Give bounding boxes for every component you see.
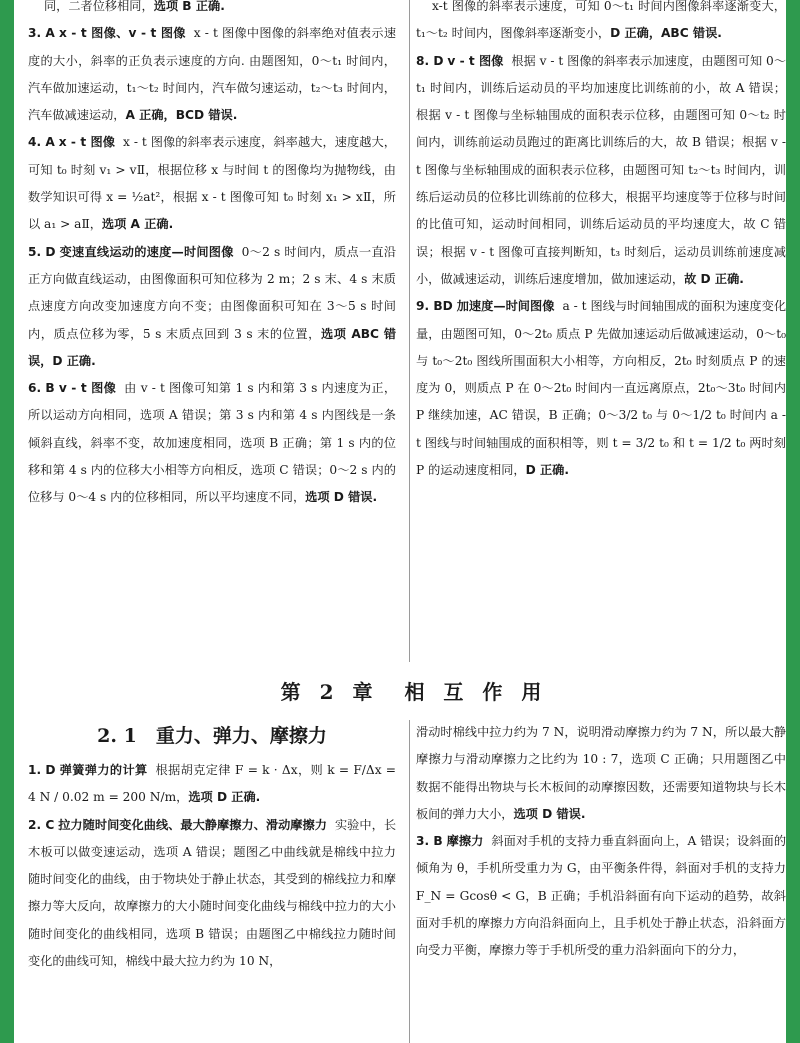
answer-conclusion: 选项 B 正确. <box>153 0 225 13</box>
answer-item <box>28 239 396 375</box>
answer-conclusion: 选项 D 正确. <box>188 790 261 805</box>
answer-topic: 变速直线运动的速度—时间图像 <box>59 244 234 259</box>
chapter-title: 第 2 章 相 互 作 用 <box>280 680 548 704</box>
answer-number: 2. C <box>28 817 55 832</box>
answer-text: 根据 v - t 图像的斜率表示加速度，由题图可知 0～t₁ 时间内，训练后运动员的平均加速度比训练前的小，故 A 错误；根据 v - t 图像与坐标轴围成的面积表示位移，由题图可知 0～t₂ 时间内，训练前运动员跑过的距离比训练后的大，故 B 错误；根据 v - t 图像与坐标轴围成的面积表示位移，由题图可知 t₂～t₃ 时间内，训练后运动员的位移比训练前的位移大，根据平均速度等于位移与时间的比值可知，运动时间相同，训练后运动员的平均速度大，故 C 错误；根据 v - t 图像可直接判断知，t₃ 时刻后，运动员训练前速度减小，做减速运动，训练后速度增加，做加速运动， <box>416 53 787 286</box>
answer-text: 同，二者位移相同， <box>44 0 154 13</box>
answer-conclusion: D 正确. <box>525 463 569 478</box>
answer-item <box>416 293 786 484</box>
answer-conclusion: 选项 ABC 错误，D 正确. <box>28 326 397 368</box>
right-green-border <box>786 0 800 1043</box>
left-column-top <box>28 0 396 512</box>
answer-topic: 弹簧弹力的计算 <box>59 763 148 777</box>
top-column-divider <box>409 0 410 662</box>
answer-item <box>28 129 396 238</box>
answer-conclusion: D 正确，ABC 错误. <box>610 26 722 41</box>
answer-text: 滑动时棉线中拉力约为 7 N，说明滑动摩擦力约为 7 N，所以最大静摩擦力与滑动摩擦力之比约为 10 : 7，选项 C 正确；只用题图乙中数据不能得出物块与长木板间的动摩擦因数，还需要知道物块与长木板间的弹力大小， <box>416 725 786 821</box>
answer-conclusion: 选项 A 正确. <box>101 217 174 232</box>
answer-item <box>28 20 396 129</box>
answer-text: 由 v - t 图像可知第 1 s 内和第 3 s 内速度为正，所以运动方向相同，选项 A 错误；第 3 s 内和第 4 s 内图线是一条倾斜直线，斜率不变，故加速度相同，选项 B 正确；第 1 s 内的位移和第 4 s 内的位移大小相等方向相反，选项 C 错误；0～2 s 内的位移与 0～4 s 内的位移相同，所以平均速度不同， <box>28 381 397 505</box>
answer-conclusion: 选项 D 错误. <box>513 806 586 821</box>
answer-topic: x - t 图像、v - t 图像 <box>58 26 186 41</box>
right-column-bottom <box>416 719 786 965</box>
answer-conclusion: A 正确，BCD 错误. <box>125 108 238 123</box>
answer-number: 4. A <box>28 135 55 150</box>
answer-number: 5. D <box>28 244 56 259</box>
page <box>14 0 786 1043</box>
answer-text: 0～2 s 时间内，质点一直沿正方向做直线运动，由图像面积可知位移为 2 m；2 s 末、4 s 末质点速度方向改变加速度方向不变；由图像面积可知在 3～5 s 时间内，质点位移为零，5 s 末质点回到 3 s 末的位置， <box>28 244 397 341</box>
answer-text: a - t 图线与时间轴围成的面积为速度变化量，由题图可知，0～2t₀ 质点 P 先做加速运动后做减速运动，0～t₀ 与 t₀～2t₀ 图线所围面积大小相等，方向相反，2t₀ 时刻质点 P 的速度为 0，则质点 P 在 0～2t₀ 时间内一直远离原点，2t₀～3t₀ 时间内 P 继续加速，AC 错误，B 正确；0～3/2 t₀ 与 0～1/2 t₀ 时间内 a - t 图线与时间轴围成的面积相等，则 t = 3/2 t₀ 和 t = 1/2 t₀ 两时刻 P 的运动速度相同， <box>416 299 787 478</box>
answer-item <box>28 812 396 976</box>
answer-text: 根据胡克定律 F = k · Δx，则 k = F/Δx = 4 N / 0.02 m = 200 N/m， <box>28 763 397 805</box>
answer-number: 1. D <box>28 763 56 777</box>
section-title: 2. 1 重力、弹力、摩擦力 <box>97 725 327 747</box>
answer-topic: v - t 图像 <box>58 381 117 396</box>
answer-item <box>28 0 396 20</box>
bottom-column-divider <box>409 720 410 1043</box>
left-green-border <box>0 0 14 1043</box>
answer-text: x-t 图像的斜率表示速度，可知 0～t₁ 时间内图像斜率逐渐变大，t₁～t₂ 时间内，图像斜率逐渐变小， <box>416 0 786 41</box>
answer-topic: 摩擦力 <box>446 834 484 849</box>
answer-item <box>416 719 786 828</box>
answer-item <box>416 48 786 294</box>
answer-conclusion: 故 D 正确. <box>684 271 744 286</box>
answer-number: 6. B <box>28 381 55 396</box>
answer-text: 实验中，长木板可以做变速运动，选项 A 错误；题图乙中曲线就是棉线中拉力随时间变化的曲线，由于物块处于静止状态，其受到的棉线拉力和摩擦力等大反向，故摩擦力的大小随时间变化曲线与棉线中拉力的大小随时间变化的曲线相同，选项 B 错误；由题图乙中棉线拉力随时间变化的曲线可知，棉线中最大拉力约为 10 N， <box>28 817 397 969</box>
answer-item <box>28 757 396 812</box>
left-column-bottom <box>28 757 396 975</box>
answer-item <box>28 375 396 511</box>
answer-topic: 拉力随时间变化曲线、最大静摩擦力、滑动摩擦力 <box>58 817 327 832</box>
answer-text: x - t 图像中图像的斜率绝对值表示速度的大小，斜率的正负表示速度的方向. 由题图知，0～t₁ 时间内，汽车做加速运动，t₁～t₂ 时间内，汽车做匀速运动，t₂～t₃ 时间内，汽车做减速运动， <box>28 26 397 123</box>
answer-number: 3. B <box>416 834 443 849</box>
answer-number: 3. A <box>28 26 55 41</box>
answer-item <box>416 828 786 964</box>
answer-text: x - t 图像的斜率表示速度，斜率越大，速度越大，可知 t₀ 时刻 v₁ > vⅡ，根据位移 x 与时间 t 的图像均为抛物线，由数学知识可得 x = ½at²，根据 x - t 图像可知 t₀ 时刻 x₁ > xⅡ，所以 a₁ > aⅡ， <box>28 135 396 232</box>
answer-conclusion: 选项 D 错误. <box>305 490 378 505</box>
answer-number: 9. BD <box>416 299 453 314</box>
answer-topic: x - t 图像 <box>58 135 115 150</box>
answer-topic: v - t 图像 <box>447 53 504 68</box>
answer-item <box>416 0 786 48</box>
answer-number: 8. D <box>416 53 444 68</box>
answer-text: 斜面对手机的支持力垂直斜面向上，A 错误；设斜面的倾角为 θ，手机所受重力为 G，由平衡条件得，斜面对手机的支持力 F_N = Gcosθ < G，B 正确；手机沿斜面有向下运动的趋势，故斜面对手机的摩擦力方向沿斜面向上，且手机处于静止状态，沿斜面方向受力平衡，摩擦力等于手机所受的重力沿斜面向下的分力， <box>416 834 787 958</box>
right-column-top <box>416 0 786 484</box>
answer-topic: 加速度—时间图像 <box>456 299 555 314</box>
